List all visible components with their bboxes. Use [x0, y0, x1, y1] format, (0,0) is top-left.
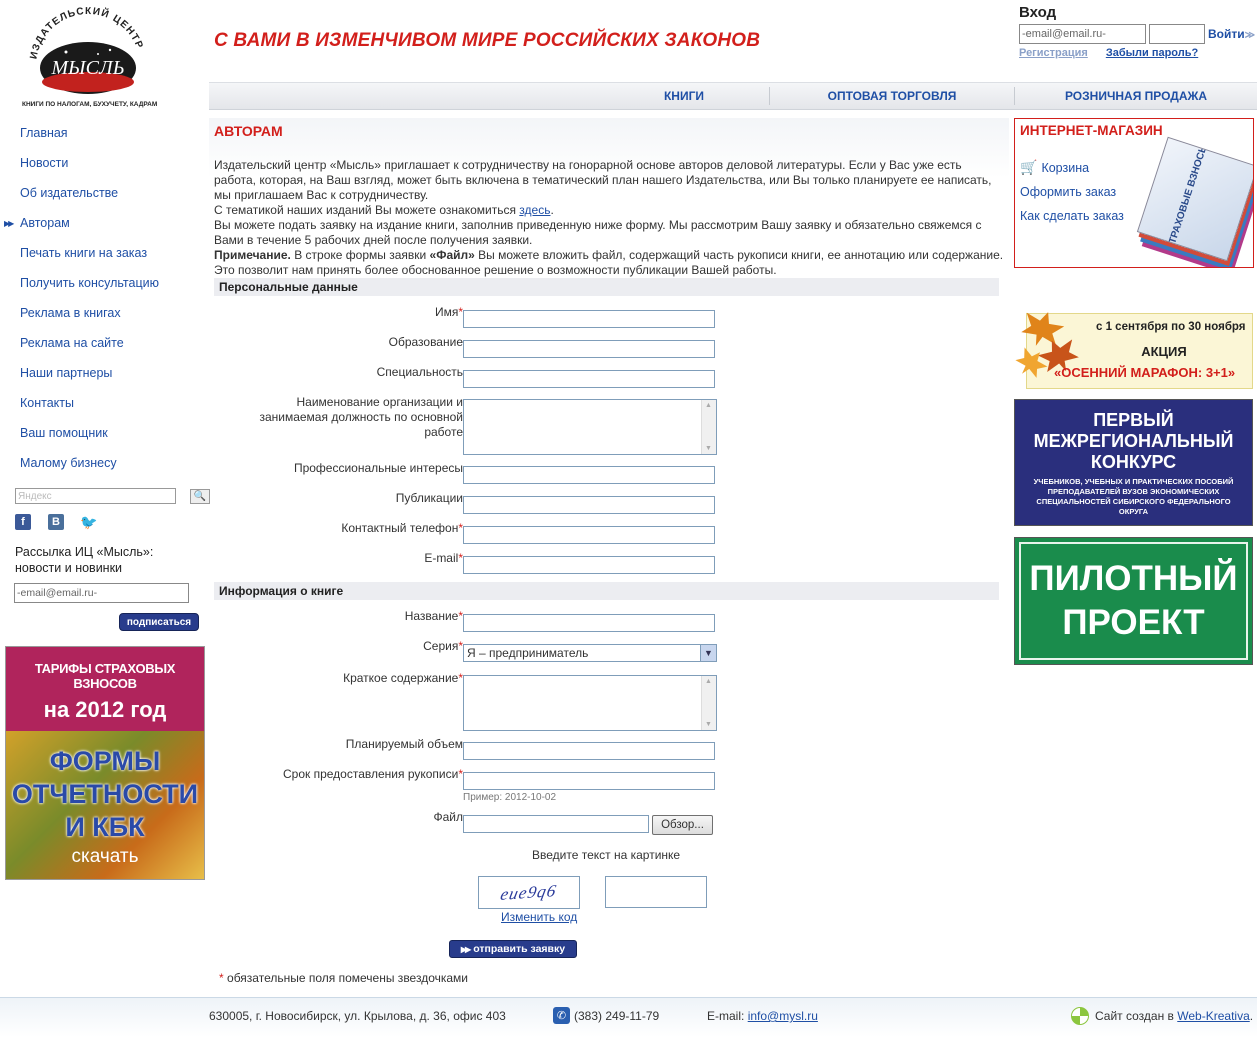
credit-suffix: . [1249, 1009, 1254, 1023]
file-path-input[interactable] [463, 815, 649, 833]
login-box [1019, 4, 1257, 59]
label-phone [341, 521, 463, 536]
login-button[interactable] [1208, 27, 1255, 41]
footer-email-link[interactable]: info@mysl.ru [747, 1009, 818, 1023]
vkontakte-icon[interactable]: B [48, 514, 64, 530]
login-password-input[interactable] [1149, 24, 1205, 44]
note-label: Примечание. [214, 248, 291, 262]
contest-line3: КОНКУРС [1090, 452, 1177, 472]
footer-credit-text [1095, 1009, 1253, 1023]
email-input[interactable] [463, 556, 715, 574]
shop-title: ИНТЕРНЕТ-МАГАЗИН [1020, 123, 1163, 138]
top-nav-retail[interactable]: РОЗНИЧНАЯ ПРОДАЖА [1014, 87, 1257, 105]
book-cover-title: СТРАХОВЫЕ ВЗНОСЫ [1165, 141, 1211, 252]
captcha-image [478, 876, 580, 909]
required-mark: * [458, 521, 463, 535]
label-name [435, 305, 463, 320]
phone-icon: ✆ [553, 1007, 570, 1024]
submit-application-button[interactable] [449, 940, 577, 958]
specialty-input[interactable] [463, 370, 715, 388]
label-title-text: Название [404, 609, 459, 623]
intro-paragraph-2 [214, 203, 1006, 218]
submit-label: отправить заявку [473, 943, 566, 955]
pilot-line2: ПРОЕКТ [1062, 603, 1205, 642]
captcha-input[interactable] [605, 876, 707, 908]
name-input[interactable] [463, 310, 715, 328]
pilot-line1: ПИЛОТНЫЙ [1029, 559, 1238, 598]
chevron-down-icon[interactable]: ▼ [700, 645, 716, 661]
sidebar-item[interactable]: ▶▶ Авторам [0, 208, 206, 238]
required-mark: * [458, 551, 463, 565]
publications-input[interactable] [463, 496, 715, 514]
label-publications: Публикации [395, 491, 463, 505]
required-mark: * [458, 305, 463, 319]
contest-line2: МЕЖРЕГИОНАЛЬНЫЙ [1033, 431, 1234, 451]
pilot-project-banner[interactable] [1014, 537, 1253, 665]
required-note-text: обязательные поля помечены звездочками [227, 971, 469, 985]
sidebar-item[interactable]: Реклама в книгах [20, 306, 121, 320]
note-text-b: Вы можете вложить файл, содержащий часть рукописи книги, ее аннотацию или содержание. Это позволит нам принять более обоснованное решение о возможности публикации Вашей работы. [214, 248, 1004, 277]
intro-note [214, 248, 1006, 278]
label-series-text: Серия [423, 639, 459, 653]
series-select[interactable] [463, 644, 717, 662]
volume-input[interactable] [463, 742, 715, 760]
label-email [424, 551, 463, 566]
intro-paragraph-3: Вы можете подать заявку на издание книги, заполнив приведенную ниже форму. Мы рассмотрим Вашу заявку и обязательно свяжемся с Вами в течение 5 рабочих дней после получения заявки. [214, 218, 982, 247]
label-summary [343, 671, 463, 686]
sidebar-item[interactable]: Об издательстве [20, 186, 119, 200]
autumn-marathon-banner[interactable] [1014, 307, 1253, 389]
sidebar-item[interactable]: Новости [20, 156, 69, 170]
top-nav [209, 82, 1257, 110]
contest-line1: ПЕРВЫЙ [1093, 410, 1174, 430]
banner-line2: на 2012 год [43, 697, 167, 722]
label-email-text: E-mail [424, 551, 459, 565]
note-text-a: В строке формы заявки [290, 248, 430, 262]
top-nav-books[interactable]: КНИГИ [663, 89, 705, 103]
sidebar-item[interactable]: Главная [20, 126, 68, 140]
deadline-hint: Пример: 2012-10-02 [463, 792, 557, 803]
textarea-scrollbar[interactable] [701, 400, 716, 454]
label-phone-text: Контактный телефон [341, 521, 459, 535]
double-arrow-icon: ▶▶ [460, 944, 470, 954]
books-stack-image [1125, 139, 1254, 268]
banner-line5: И КБК [65, 812, 145, 842]
required-mark: * [458, 609, 463, 623]
footer-email-label: E-mail: [707, 1009, 745, 1023]
online-shop-box [1014, 118, 1254, 268]
footer-email [707, 1009, 818, 1023]
twitter-icon[interactable]: 🐦 [80, 513, 98, 530]
footer-credit [1071, 1007, 1253, 1025]
label-organization: Наименование организации и занимаемая должность по основной работе [259, 395, 463, 439]
label-series [423, 639, 463, 654]
web-kreativa-logo-icon [1071, 1007, 1089, 1025]
banner-bottom [6, 731, 204, 880]
insurance-rates-banner[interactable] [5, 646, 205, 880]
login-button-label: Войти [1208, 27, 1245, 41]
summary-textarea[interactable] [463, 675, 717, 731]
label-volume: Планируемый объем [345, 737, 463, 751]
section-personal-data: Персональные данные [214, 278, 999, 296]
pilot-frame [1019, 542, 1248, 660]
search-button[interactable] [190, 489, 210, 504]
search-input[interactable] [15, 488, 176, 504]
newsletter-email-input[interactable] [14, 583, 189, 603]
newsletter-text: Рассылка ИЦ «Мысль»: новости и новинки [15, 545, 154, 575]
page-title: АВТОРАМ [214, 123, 283, 139]
captcha-prompt: Введите текст на картинке [532, 848, 681, 862]
sidebar-item[interactable]: Реклама на сайте [20, 336, 124, 350]
phone-input[interactable] [463, 526, 715, 544]
contest-subtitle: УЧЕБНИКОВ, УЧЕБНЫХ И ПРАКТИЧЕСКИХ ПОСОБИЙ ПРЕПОДАВАТЕЛЕЙ ВУЗОВ ЭКОНОМИЧЕСКИХ СПЕЦИАЛЬНОСТЕЙ СИБИРСКОГО ФЕДЕРАЛЬНОГО ОКРУГА [1033, 477, 1234, 516]
intro-p2-text: С тематикой наших изданий Вы можете ознакомиться [214, 203, 520, 217]
label-title [405, 609, 463, 624]
label-deadline-text: Срок предоставления рукописи [282, 767, 459, 781]
intro-p2-end: . [550, 203, 554, 217]
footer-phone-number: (383) 249-11-79 [574, 1008, 660, 1023]
interests-input[interactable] [463, 466, 715, 484]
label-name-text: Имя [434, 305, 459, 319]
education-input[interactable] [463, 340, 715, 358]
sidebar-item[interactable]: Ваш помощник [20, 426, 108, 440]
label-interests: Профессиональные интересы [293, 461, 463, 475]
main-content [209, 118, 1009, 993]
sidebar-item[interactable]: Наши партнеры [20, 366, 113, 380]
sidebar-item[interactable]: Малому бизнесу [20, 456, 117, 470]
footer-address: 630005, г. Новосибирск, ул. Крылова, д. 36, офис 403 [209, 1009, 506, 1023]
sidebar-item[interactable]: Получить консультацию [20, 276, 159, 290]
promo-label: АКЦИЯ [1141, 344, 1187, 359]
svg-text:ИЗДАТЕЛЬСКИЙ ЦЕНТР: ИЗДАТЕЛЬСКИЙ ЦЕНТР [28, 5, 145, 61]
double-chevron-icon: ≫ [1244, 30, 1256, 41]
intro-text [214, 158, 1006, 278]
promo-dates: с 1 сентября по 30 ноября [1096, 321, 1246, 333]
search-box [15, 488, 210, 504]
cart-label: Корзина [1041, 160, 1090, 175]
required-mark: * [458, 671, 463, 685]
cart-icon: 🛒 [1020, 159, 1038, 175]
label-specialty: Специальность [376, 365, 463, 379]
register-link[interactable]: Регистрация [1019, 47, 1088, 59]
book-title-input[interactable] [463, 614, 715, 632]
site-slogan: С ВАМИ В ИЗМЕНЧИВОМ МИРЕ РОССИЙСКИХ ЗАКОНОВ [214, 30, 761, 51]
logo[interactable] [18, 4, 158, 112]
top-nav-wholesale[interactable]: ОПТОВАЯ ТОРГОВЛЯ [769, 87, 1014, 105]
section-book-info: Информация о книге [214, 582, 999, 600]
banner-line1: ТАРИФЫ СТРАХОВЫХ ВЗНОСОВ [34, 661, 176, 691]
banner-download[interactable]: скачать [71, 846, 139, 867]
sidebar-item[interactable]: Печать книги на заказ [20, 246, 148, 260]
required-mark: * [458, 767, 463, 781]
change-captcha-link[interactable]: Изменить код [501, 910, 578, 924]
cart-link[interactable] [1020, 159, 1089, 176]
label-file: Файл [433, 810, 463, 824]
social-links [15, 514, 97, 530]
search-icon: 🔍 [193, 490, 207, 502]
label-summary-text: Краткое содержание [343, 671, 459, 685]
promo-name: «ОСЕННИЙ МАРАФОН: 3+1» [1054, 365, 1236, 380]
subscribe-button[interactable]: подписаться [119, 613, 199, 631]
credit-prefix: Сайт создан в [1095, 1009, 1178, 1023]
required-mark: * [219, 971, 224, 985]
label-deadline [283, 767, 463, 782]
logo-tagline: КНИГИ ПО НАЛОГАМ, БУХУЧЕТУ, КАДРАМ [22, 101, 158, 108]
series-selected-value: Я – предприниматель [467, 646, 589, 660]
login-email-input[interactable] [1019, 24, 1146, 44]
note-file: «Файл» [429, 248, 475, 262]
logo-emblem [18, 4, 158, 112]
facebook-icon[interactable]: f [15, 514, 31, 530]
deadline-input[interactable] [463, 772, 715, 790]
forgot-password-link[interactable]: Забыли пароль? [1105, 47, 1199, 59]
sidebar-item[interactable]: Контакты [20, 396, 74, 410]
organization-textarea[interactable] [463, 399, 717, 455]
top-nav-spacer [209, 83, 599, 109]
login-title: Вход [1019, 4, 1057, 21]
svg-text:МЫСЛЬ: МЫСЛЬ [51, 57, 125, 79]
required-mark: * [458, 639, 463, 653]
banner-top [6, 647, 204, 731]
banner-line4: ОТЧЕТНОСТИ [11, 779, 199, 809]
topics-link[interactable]: здесь [519, 203, 551, 217]
web-kreativa-link[interactable]: Web-Kreativa [1177, 1009, 1250, 1023]
required-note [219, 971, 468, 985]
checkout-link[interactable]: Оформить заказ [1020, 185, 1117, 199]
browse-button[interactable]: Обзор... [652, 815, 713, 835]
textarea-scrollbar[interactable] [701, 676, 716, 730]
banner-line3: ФОРМЫ [49, 746, 161, 776]
book-cover [1137, 137, 1254, 261]
intro-paragraph-1: Издательский центр «Мысль» приглашает к сотрудничеству на гонорарной основе авторов деловой литературы. Если у Вас уже есть работа, которая, на Ваш взгляд, может быть включена в тематический план нашего Издательства, или Вы только планируете ее написать, мы приглашаем Вас к сотрудничеству. [214, 158, 992, 202]
contest-banner[interactable] [1014, 399, 1253, 526]
how-to-order-link[interactable]: Как сделать заказ [1020, 209, 1124, 223]
label-education: Образование [388, 335, 463, 349]
footer [0, 997, 1257, 1037]
captcha-text: eue9q6 [499, 880, 559, 904]
sidebar-nav [0, 118, 206, 478]
footer-phone [553, 1007, 659, 1024]
